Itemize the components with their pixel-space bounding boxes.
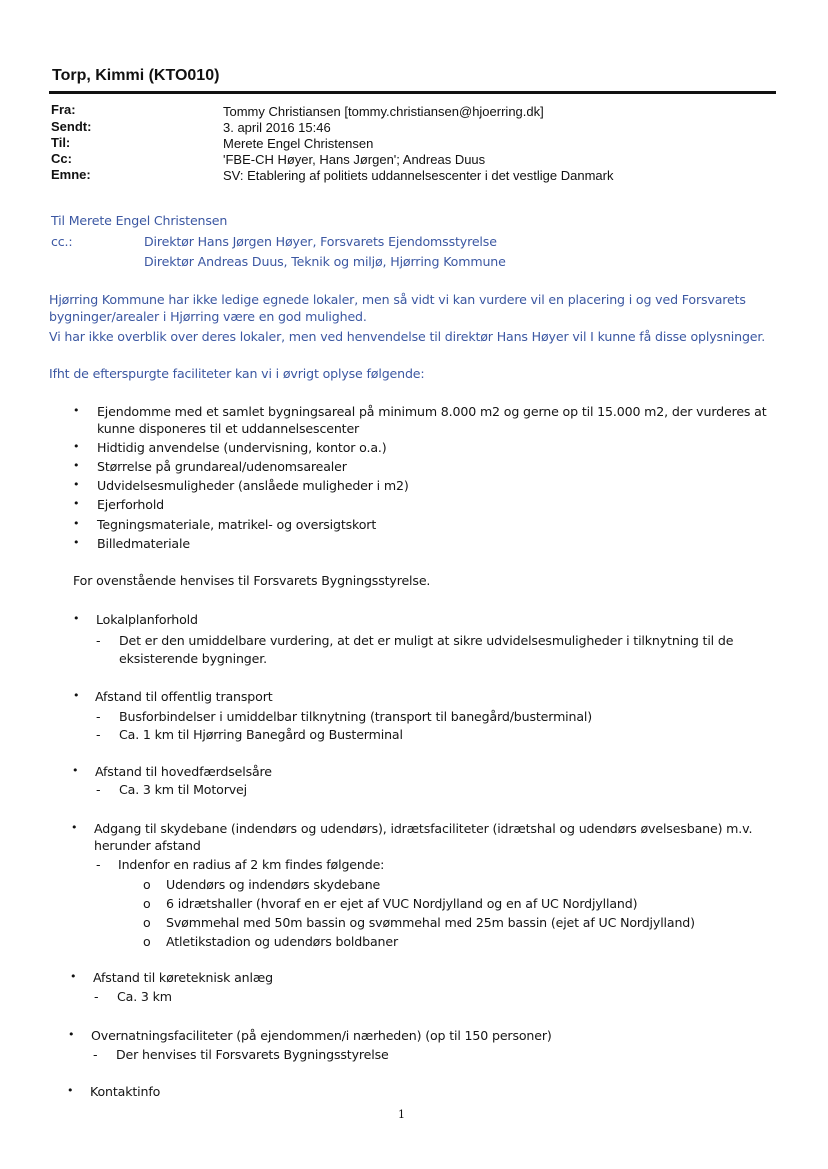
bullet-glyph: • [72,764,79,777]
cc-line: Direktør Hans Jørgen Høyer, Forsvarets Ejendomsstyrelse [144,234,497,249]
circle-glyph: o [143,934,151,949]
paragraph-line: Hjørring Kommune har ikke ledige egnede lokaler, men så vidt vi kan vurdere vil en placering i og ved Forsvarets [49,292,746,307]
list-item: Tegningsmateriale, matrikel- og oversigtskort [97,517,377,532]
sub-item-continuation: eksisterende bygninger. [119,651,267,666]
list-item: Udvidelsesmuligheder (anslåede muligheder i m2) [97,478,409,493]
bullet-glyph: • [73,404,80,417]
sub-item: Ca. 3 km til Motorvej [119,782,247,797]
dash-glyph: - [96,709,101,724]
header-label-from: Fra: [51,102,76,117]
sub-sub-item: Udendørs og indendørs skydebane [166,877,381,892]
bullet-glyph: • [73,536,80,549]
header-label-to: Til: [51,135,71,150]
paragraph-line: bygninger/arealer i Hjørring være en god mulighed. [49,309,367,324]
bullet-glyph: • [73,612,80,625]
header-label-subject: Emne: [51,167,91,182]
header-value-sent: 3. april 2016 15:46 [223,120,331,135]
section-heading-transport: Afstand til offentlig transport [95,689,273,704]
header-value-cc: 'FBE-CH Høyer, Hans Jørgen'; Andreas Duus [223,152,486,167]
bullet-glyph: • [73,497,80,510]
section-heading-lokalplan: Lokalplanforhold [96,612,198,627]
header-value-from: Tommy Christiansen [tommy.christiansen@hjoerring.dk] [223,104,544,119]
greeting: Til Merete Engel Christensen [51,213,228,228]
title-rule [49,91,776,94]
sub-sub-item: 6 idrætshaller (hvoraf en er ejet af VUC Nordjylland og en af UC Nordjylland) [166,896,638,911]
bullet-glyph: • [73,689,80,702]
dash-glyph: - [96,727,101,742]
dash-glyph: - [96,857,101,872]
header-value-subject: SV: Etablering af politiets uddannelsescenter i det vestlige Danmark [223,168,614,183]
bullet-glyph: • [73,459,80,472]
header-value-to: Merete Engel Christensen [223,136,374,151]
dash-glyph: - [93,1047,98,1062]
sub-item: Det er den umiddelbare vurdering, at det er muligt at sikre udvidelsesmuligheder i tilknytning til de [119,633,734,648]
sub-item: Der henvises til Forsvarets Bygningsstyrelse [116,1047,389,1062]
bullet-glyph: • [73,478,80,491]
paragraph-intro: Ifht de efterspurgte faciliteter kan vi i øvrigt oplyse følgende: [49,366,425,381]
dash-glyph: - [96,782,101,797]
section-heading-hovedfaerdsel: Afstand til hovedfærdselsåre [95,764,272,779]
section-heading-overnatning: Overnatningsfaciliteter (på ejendommen/i nærheden) (op til 150 personer) [91,1028,552,1043]
bullet-glyph: • [71,821,78,834]
list-item: Ejendomme med et samlet bygningsareal på minimum 8.000 m2 og gerne op til 15.000 m2, der vurderes at [97,404,767,419]
section-heading-continuation: herunder afstand [94,838,201,853]
section-heading-koreteknisk: Afstand til køreteknisk anlæg [93,970,273,985]
dash-glyph: - [96,633,101,648]
circle-glyph: o [143,877,151,892]
paragraph-line: Vi har ikke overblik over deres lokaler, men ved henvendelse til direktør Hans Høyer vil I kunne få disse oplysninger. [49,329,766,344]
list-item: Billedmateriale [97,536,190,551]
page-number: 1 [398,1108,405,1121]
bullet-glyph: • [68,1028,75,1041]
sub-item: Busforbindelser i umiddelbar tilknytning (transport til banegård/busterminal) [119,709,593,724]
bullet-glyph: • [70,970,77,983]
sub-item: Ca. 1 km til Hjørring Banegård og Busterminal [119,727,403,742]
sub-item: Indenfor en radius af 2 km findes følgende: [118,857,385,872]
bullet-glyph: • [67,1084,74,1097]
sub-sub-item: Svømmehal med 50m bassin og svømmehal med 25m bassin (ejet af UC Nordjylland) [166,915,695,930]
header-label-sent: Sendt: [51,119,92,134]
cc-label: cc.: [51,234,73,249]
list-item-continuation: kunne disponeres til et uddannelsescenter [97,421,360,436]
sub-sub-item: Atletikstadion og udendørs boldbaner [166,934,398,949]
section-heading-skydebane: Adgang til skydebane (indendørs og udendørs), idrætsfaciliteter (idrætshal og udendørs øvelsesbane) m.v. [94,821,753,836]
document-title: Torp, Kimmi (KTO010) [52,67,220,84]
section-heading-kontakt: Kontaktinfo [90,1084,161,1099]
dash-glyph: - [94,989,99,1004]
bullet-glyph: • [73,440,80,453]
header-label-cc: Cc: [51,151,72,166]
cc-line: Direktør Andreas Duus, Teknik og miljø, Hjørring Kommune [144,254,506,269]
sub-item: Ca. 3 km [117,989,172,1004]
list-item: Ejerforhold [97,497,165,512]
reference-note: For ovenstående henvises til Forsvarets Bygningsstyrelse. [73,573,431,588]
bullet-glyph: • [73,517,80,530]
circle-glyph: o [143,915,151,930]
list-item: Størrelse på grundareal/udenomsarealer [97,459,347,474]
circle-glyph: o [143,896,151,911]
list-item: Hidtidig anvendelse (undervisning, kontor o.a.) [97,440,387,455]
